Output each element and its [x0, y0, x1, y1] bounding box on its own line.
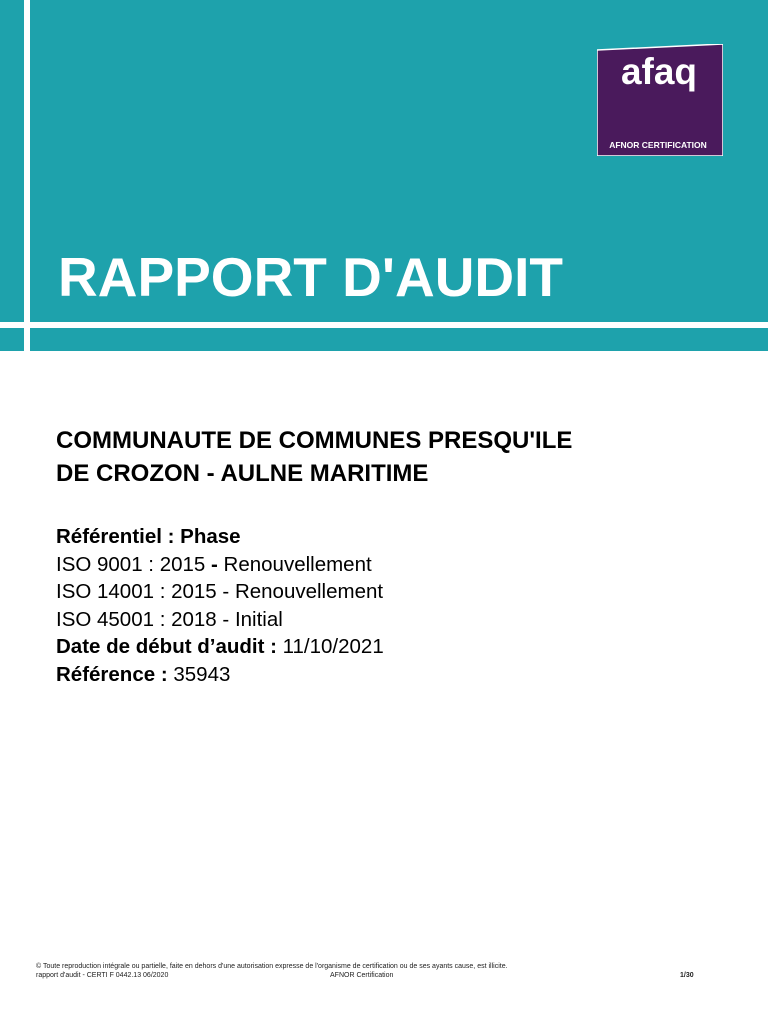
banner-vertical-rule	[24, 0, 30, 351]
standard-phase: Renouvellement	[234, 580, 384, 603]
standard-row	[56, 578, 384, 606]
standard-phase: Initial	[234, 607, 283, 631]
header-banner	[0, 0, 768, 351]
footer-page-number: 1/30	[680, 972, 694, 979]
audit-start-date	[56, 633, 384, 661]
standard-separator: -	[205, 552, 224, 576]
audit-details	[56, 523, 384, 688]
referentiel-heading	[56, 523, 384, 551]
standard-separator: -	[216, 607, 235, 631]
standard-phase: Renouvellement	[223, 552, 372, 576]
audit-reference-label: Référence :	[56, 662, 168, 686]
standard-name: ISO 14001 : 2015	[56, 580, 217, 603]
audit-start-date-label: Date de début d’audit :	[56, 635, 277, 658]
referentiel-label: Référentiel : Phase	[56, 525, 241, 548]
footer-copyright: © Toute reproduction intégrale ou partielle, faite en dehors d'une autorisation expresse de l'organisme de certification ou de ses ayants cause, est illicite.	[36, 963, 508, 970]
standard-row	[56, 551, 384, 579]
standard-row	[56, 606, 384, 634]
audit-reference	[56, 661, 384, 689]
footer-meta-row	[36, 971, 736, 980]
page-footer	[36, 962, 736, 980]
audit-start-date-value: 11/10/2021	[282, 635, 384, 658]
report-title: RAPPORT D'AUDIT	[58, 246, 564, 308]
organization-name	[56, 424, 736, 490]
logo-brand-text: afaq	[620, 51, 698, 92]
logo-tagline-text: AFNOR CERTIFICATION	[609, 140, 707, 150]
afaq-logo	[597, 44, 723, 156]
organization-name-line-2: DE CROZON - AULNE MARITIME	[56, 460, 429, 487]
standard-separator: -	[216, 580, 235, 603]
standard-name: ISO 9001 : 2015	[56, 552, 206, 576]
audit-reference-value: 35943	[173, 662, 231, 686]
footer-form-reference: rapport d'audit - CERTI F 0442.13 06/2020	[36, 972, 169, 979]
banner-horizontal-rule	[0, 322, 768, 328]
standard-name: ISO 45001 : 2018	[56, 607, 217, 631]
footer-issuer: AFNOR Certification	[330, 972, 394, 979]
organization-name-line-1: COMMUNAUTE DE COMMUNES PRESQU'ILE	[56, 427, 573, 454]
